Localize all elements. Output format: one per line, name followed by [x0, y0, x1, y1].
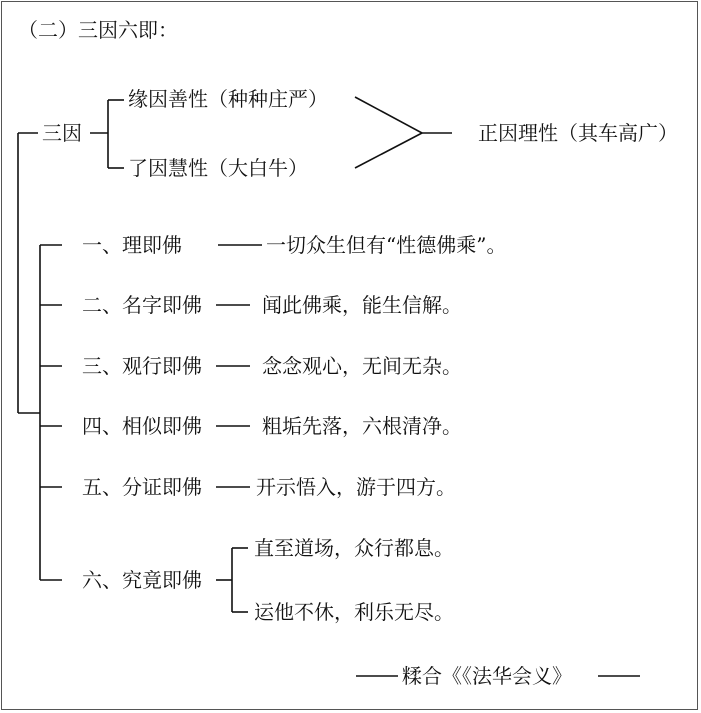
cause-item-2: 了因慧性（大白牛）: [128, 156, 308, 180]
stage-label-2: 二、名字即佛: [82, 293, 202, 317]
stage-label-1: 一、理即佛: [82, 233, 182, 257]
stage-desc-3: 念念观心，无间无杂。: [262, 354, 462, 378]
cause-result: 正因理性（其车高广）: [478, 121, 678, 145]
stage-label-5: 五、分证即佛: [82, 475, 202, 499]
stage-desc-2: 闻此佛乘，能生信解。: [262, 293, 462, 317]
stage-desc-6b: 运他不休，利乐无尽。: [254, 600, 454, 624]
stage-label-6: 六、究竟即佛: [82, 568, 202, 592]
stage-desc-1: 一切众生但有“性德佛乘”。: [266, 233, 507, 257]
three-causes-label: 三因: [42, 121, 82, 145]
converge-upper: [355, 97, 422, 133]
cause-item-1: 缘因善性（种种庄严）: [128, 87, 328, 111]
stage-desc-4: 粗垢先落，六根清净。: [262, 414, 462, 438]
stage-desc-6a: 直至道场，众行都息。: [254, 536, 454, 560]
stage-label-3: 三、观行即佛: [82, 354, 202, 378]
source-citation: 糅合《《法华会义》: [402, 664, 572, 688]
converge-lower: [355, 133, 422, 168]
stage-desc-5: 开示悟入，游于四方。: [256, 475, 456, 499]
stage-label-4: 四、相似即佛: [82, 414, 202, 438]
page-title: （二）三因六即：: [18, 18, 178, 42]
